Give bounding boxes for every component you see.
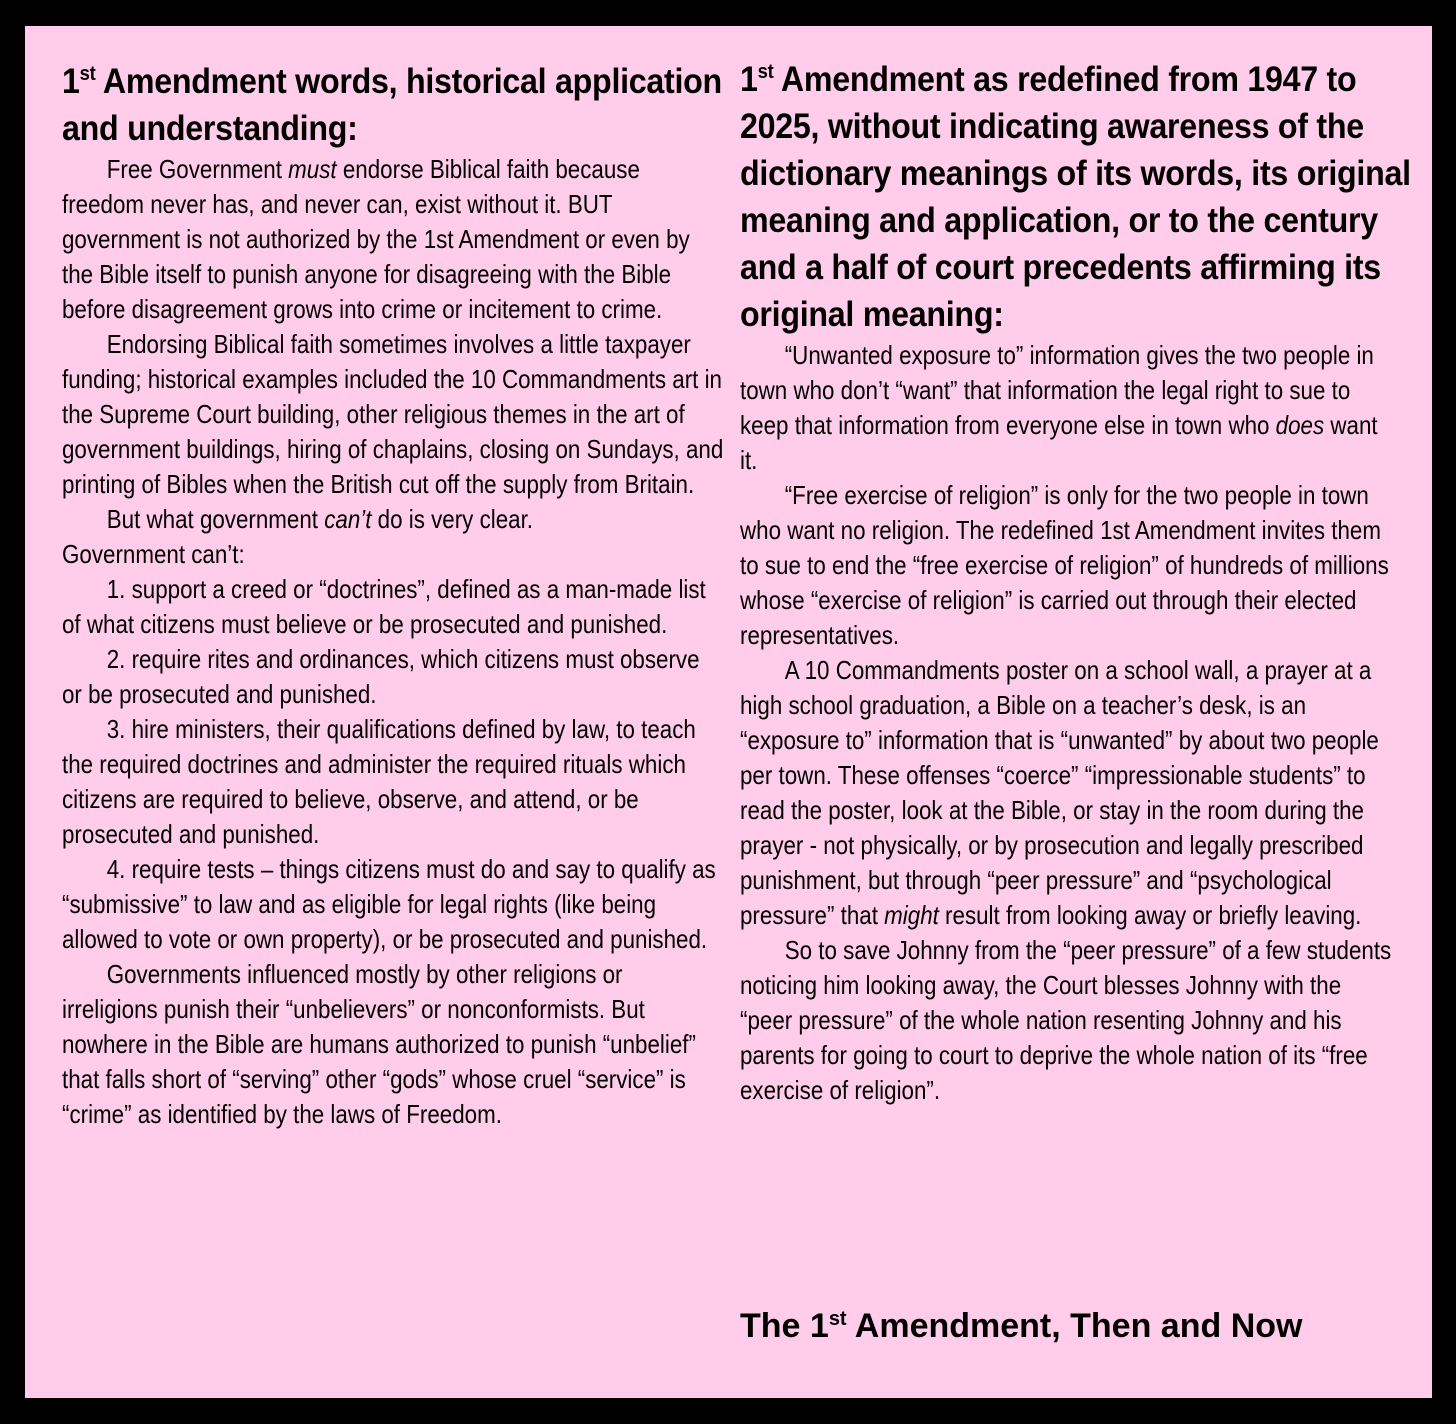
pink-panel bbox=[25, 26, 1432, 1398]
left-paragraph-3 bbox=[62, 502, 724, 537]
left-paragraph-last: Governments influenced mostly by other religions or irreligions punish their “unbelievers” or nonconformists. But nowhere in the Bible are humans authorized to punish “unbelief” that falls short of “serving” other “gods” whose cruel “service” is “crime” as identified by the laws of Freedom. bbox=[62, 959, 696, 1129]
left-heading-ordinal: st bbox=[79, 63, 96, 85]
right-body bbox=[740, 338, 1398, 1108]
text: A 10 Commandments poster on a school wall, a prayer at a high school graduation, a Bible on a teacher’s desk, is an “exposure to” information that is “unwanted” by about two people per town. These offenses “coerce” “impressionable students” to read the poster, look at the Bible, or stay in the room during the prayer - not physically, or by prosecution and legally prescribed punishment, but through “peer pressure” and “psychological pressure” that bbox=[740, 655, 1379, 930]
footer-title-start: The 1 bbox=[740, 1307, 829, 1345]
text: result from looking away or briefly leaving. bbox=[938, 900, 1362, 930]
list-item-4: 4. require tests – things citizens must do and say to qualify as “submissive” to law and as eligible for legal rights (like being allowed to vote or own property), or be prosecuted and punished. bbox=[62, 854, 716, 954]
right-heading-number: 1 bbox=[740, 60, 758, 99]
right-paragraph-1 bbox=[740, 338, 1398, 478]
text: Free Government bbox=[106, 154, 289, 184]
right-paragraph-2: “Free exercise of religion” is only for the two people in town who want no religion. The redefined 1st Amendment invites them to sue to end the “free exercise of religion” of hundreds of millions whose “exercise of religion” is carried out through their elected representatives. bbox=[740, 480, 1389, 650]
left-paragraph-3-continued: Government can’t: bbox=[62, 539, 245, 569]
emphasis: might bbox=[884, 900, 939, 930]
right-heading bbox=[740, 56, 1421, 338]
text: But what government bbox=[106, 504, 325, 534]
text: want it. bbox=[740, 410, 1378, 475]
emphasis: must bbox=[288, 154, 337, 184]
left-paragraph-2: Endorsing Biblical faith sometimes involves a little taxpayer funding; historical examples included the 10 Commandments art in the Supreme Court building, other religious themes in the art of government buildings, hiring of chaplains, closing on Sundays, and printing of Bibles when the British cut off the supply from Britain. bbox=[62, 329, 724, 499]
footer-title-end: Amendment, Then and Now bbox=[846, 1307, 1303, 1345]
emphasis: does bbox=[1275, 410, 1325, 440]
right-heading-ordinal: st bbox=[757, 61, 774, 83]
footer-title bbox=[740, 1306, 1302, 1346]
list-item-2: 2. require rites and ordinances, which citizens must observe or be prosecuted and punished. bbox=[62, 644, 700, 709]
left-column bbox=[62, 58, 722, 1132]
right-paragraph-3 bbox=[740, 653, 1398, 933]
left-heading bbox=[62, 58, 724, 152]
left-paragraph-1 bbox=[62, 152, 724, 327]
text: endorse Biblical faith because freedom never has, and never can, exist without it. BUT government is not authorized by the 1st Amendment or even by the Bible itself to punish anyone for disagreeing with the Bible before disagreement grows into crime or incitement to crime. bbox=[62, 154, 690, 324]
left-heading-number: 1 bbox=[62, 62, 80, 101]
right-paragraph-4: So to save Johnny from the “peer pressure” of a few students noticing him looking away, the Court blesses Johnny with the “peer pressure” of the whole nation resenting Johnny and his parents for going to court to deprive the whole nation of its “free exercise of religion”. bbox=[740, 935, 1392, 1105]
list-item-1: 1. support a creed or “doctrines”, defined as a man-made list of what citizens must believe or be prosecuted and punished. bbox=[62, 574, 706, 639]
emphasis: can’t bbox=[324, 504, 372, 534]
text: “Unwanted exposure to” information gives the two people in town who don’t “want” that information the legal right to sue to keep that information from everyone else in town who bbox=[740, 340, 1374, 440]
right-heading-text: Amendment as redefined from 1947 to 2025, without indicating awareness of the dictionary meanings of its words, its original meaning and application, or to the century and a half of court precedents affirming its original meaning: bbox=[740, 60, 1411, 334]
footer-title-ordinal: st bbox=[828, 1308, 847, 1330]
list-item-3: 3. hire ministers, their qualifications defined by law, to teach the required doctrines and administer the required rituals which citizens are required to believe, observe, and attend, or be prosecuted and punished. bbox=[62, 714, 696, 849]
right-column bbox=[740, 56, 1420, 1108]
left-body bbox=[62, 152, 724, 1132]
text: do is very clear. bbox=[371, 504, 534, 534]
left-heading-text: Amendment words, historical application and understanding: bbox=[62, 62, 722, 148]
